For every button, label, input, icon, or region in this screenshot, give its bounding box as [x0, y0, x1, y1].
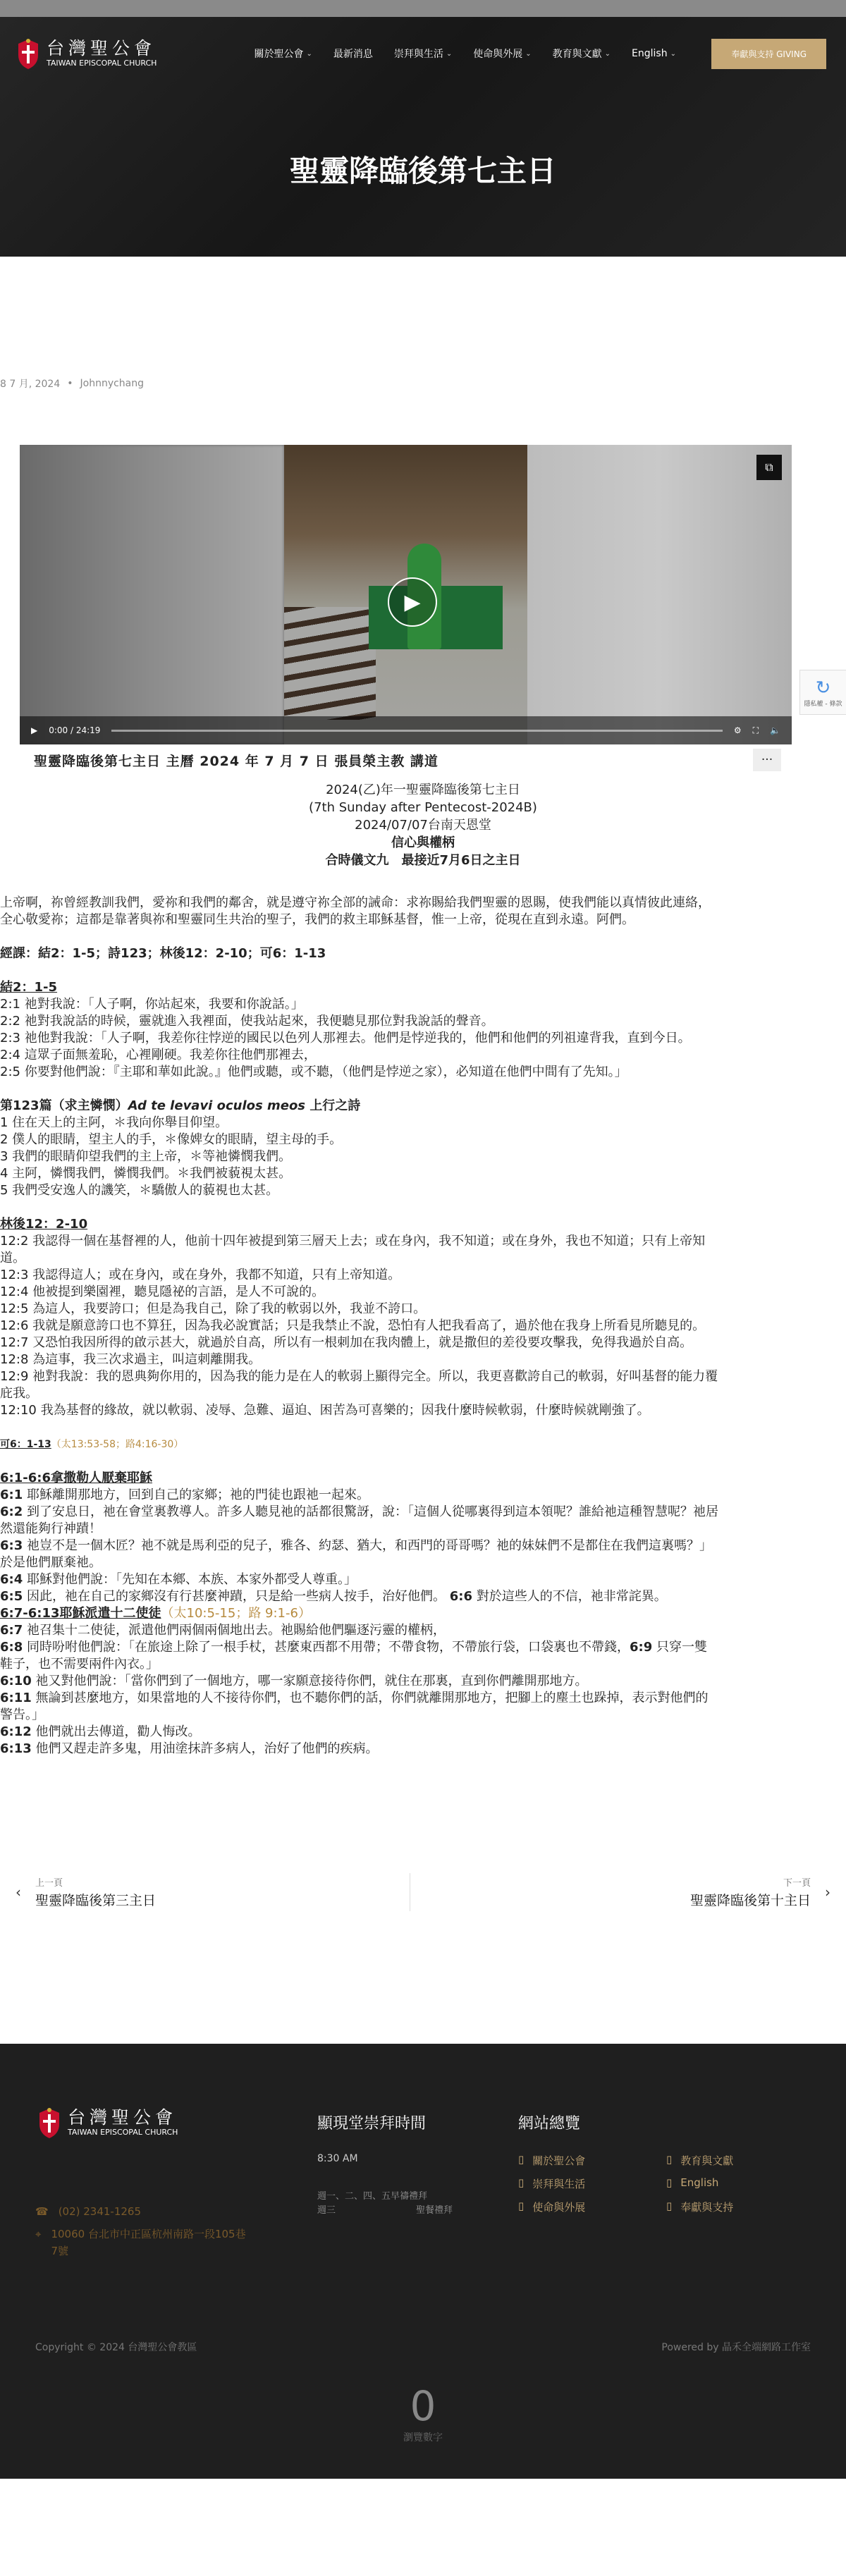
- psalm-heading: 第123篇（求主憐憫）Ad te levavi oculos meos 上行之詩: [0, 1098, 361, 1113]
- post-author[interactable]: Johnnychang: [80, 378, 145, 389]
- nav-item-education[interactable]: 教育與文獻 ⌄: [552, 49, 611, 60]
- chevron-down-icon: ⌄: [525, 49, 532, 58]
- corinthians-heading: 林後12：2-10: [0, 1217, 88, 1232]
- chevron-down-icon: ⌄: [446, 49, 453, 58]
- play-small-icon[interactable]: ▶: [31, 725, 38, 735]
- chevron-left-icon: ‹: [16, 1884, 21, 1901]
- footer-contact: ☎ (02) 2341-1265 ⌖ 10060 台北市中正區杭州南路一段105巷7號: [35, 2203, 317, 2259]
- powered-by[interactable]: Powered by 晶禾全端網路工作室: [661, 2342, 811, 2353]
- chevron-right-icon: ›: [825, 1884, 830, 1901]
- video-controls: [20, 716, 792, 744]
- ezekiel-heading: 結2：1-5: [0, 980, 58, 995]
- footer-logo[interactable]: 台灣聖公會 TAIWAN EPISCOPAL CHURCH: [35, 2106, 317, 2140]
- church-emblem-icon: [14, 37, 42, 70]
- settings-gear-icon[interactable]: ⚙: [733, 725, 742, 735]
- more-options-icon[interactable]: ···: [753, 749, 781, 771]
- page-title: 聖靈降臨後第七主日: [289, 154, 556, 188]
- logo-name: 台灣聖公會: [47, 38, 157, 59]
- nav-item-news[interactable]: 最新消息: [333, 49, 373, 60]
- church-emblem-icon: [35, 2106, 63, 2140]
- sitemap-link[interactable]: ▯ 崇拜與生活: [518, 2176, 586, 2190]
- video-progress[interactable]: [111, 730, 722, 732]
- post-date: 8 7 月, 2024: [0, 379, 61, 390]
- main-nav: [0, 17, 846, 90]
- list-marker-icon: ▯: [518, 2200, 525, 2212]
- recaptcha-badge[interactable]: ↻ 隱私權 - 條款: [799, 670, 846, 715]
- schedule-table: 週一、二、四、五早禱禮拜 週三 聖餐禮拜: [317, 2191, 453, 2216]
- nav-item-mission[interactable]: 使命與外展 ⌄: [473, 49, 532, 60]
- sitemap-link[interactable]: ▯ 教育與文獻: [666, 2153, 734, 2167]
- sitemap-link[interactable]: ▯ 奉獻與支持: [666, 2200, 734, 2214]
- external-link-icon[interactable]: ⧉: [756, 455, 782, 480]
- logo-subtitle: TAIWAN EPISCOPAL CHURCH: [47, 59, 157, 68]
- list-marker-icon: ▯: [666, 2200, 673, 2212]
- nav-item-about[interactable]: 關於聖公會 ⌄: [254, 49, 312, 60]
- list-marker-icon: ▯: [518, 2153, 525, 2166]
- meta-separator: •: [67, 378, 73, 389]
- copyright: Copyright © 2024 台灣聖公會教區: [35, 2342, 197, 2353]
- play-icon[interactable]: ▶: [388, 577, 437, 627]
- sitemap-link[interactable]: ▯ 使命與外展: [518, 2200, 586, 2214]
- site-footer: 台灣聖公會 TAIWAN EPISCOPAL CHURCH ☎ (02) 2341-1265 ⌖ 10060 台北市中正區杭州南路一段105巷7號 顯現堂崇拜時間 8:30 AM 週一、二、四、五早禱禮拜 週三 聖餐禮拜 網站總覽 ▯ 關於聖公會 ▯ 教育與文獻 ▯ 崇拜與生活 ▯ English ▯ 使命與外展 ▯ 奉獻與支持 Copyright © 2024 台灣聖公會教區 Powered by 晶禾全端網路工作室 0 瀏覽數字: [0, 2044, 846, 2479]
- collect: 上帝啊，祢曾經教訓我們，愛祢和我們的鄰舍，就是遵守祢全部的誡命：求祢賜給我們聖靈的恩賜，使我們能以真情彼此連絡，全心敬愛祢；這都是靠著與祢和聖靈同生共治的聖子，我們的救主耶穌基督，惟一上帝，從現在直到永遠。阿們。: [0, 895, 711, 927]
- fullscreen-icon[interactable]: ⛶: [752, 725, 759, 735]
- list-marker-icon: ▯: [518, 2176, 525, 2189]
- nav-item-worship[interactable]: 崇拜與生活 ⌄: [393, 49, 453, 60]
- schedule-title: 顯現堂崇拜時間: [317, 2115, 427, 2133]
- mark-section-2: 6:7-6:13耶穌派遣十二使徒（太10:5-15；路 9:1-6）: [0, 1606, 311, 1621]
- recaptcha-icon: ↻: [815, 677, 831, 699]
- nav-menu: [254, 47, 676, 61]
- readings: 經課：結2：1-5；詩123；林後12：2-10；可6：1-13: [0, 946, 326, 961]
- hero-header: [0, 17, 846, 257]
- sitemap-link[interactable]: ▯ English: [666, 2176, 814, 2191]
- next-post-link[interactable]: 下一頁 聖靈降臨後第十主日 ›: [689, 1878, 830, 1908]
- post-navigation: [0, 1873, 846, 1911]
- video-title: 聖靈降臨後第七主日 主曆 2024 年 7 月 7 日 張員榮主教 講道: [34, 753, 439, 769]
- admin-bar: [0, 0, 846, 17]
- mark-section-1: 6:1-6:6拿撒勒人厭棄耶穌: [0, 1471, 152, 1485]
- service-heading: 2024(乙)年一聖靈降臨後第七主日 (7th Sunday after Pentecost-2024B) 2024/07/07台南天恩堂 信心與權柄 合時儀文九 最接近7月6日之主日: [309, 783, 537, 868]
- sitemap-title: 網站總覽: [518, 2115, 581, 2133]
- site-logo[interactable]: [14, 37, 157, 70]
- chevron-down-icon: ⌄: [306, 49, 312, 58]
- nav-item-english[interactable]: English ⌄: [632, 48, 676, 59]
- article-body: 上帝啊，祢曾經教訓我們，愛祢和我們的鄰舍，就是遵守祢全部的誡命：求祢賜給我們聖靈的恩賜，使我們能以真情彼此連絡，全心敬愛祢；這都是靠著與祢和聖靈同生共治的聖子，我們的救主耶穌基督，惟一上帝，從現在直到永遠。阿們。 經課：結2：1-5；詩123；林後12：2-10；可6：1-13 結2：1-5 2:1 祂對我說：「人子啊，你站起來，我要和你說話。」 2:2 祂對我說話的時候，靈就進入我裡面，使我站起來，我便聽見那位對我說話的聲音。 2:3 祂他對我說：「人子啊，我差你往悖逆的國民以色列人那裡去。他們是悖逆我的，他們和他們的列祖違背我，直到今日。 2:4 這眾子面無羞恥，心裡剛硬。我差你往他們那裡去， 2:5 你要對他們說：『主耶和華如此說。』他們或聽，或不聽，（他們是悖逆之家），必知道在他們中間有了先知。」 第123篇（求主憐憫）Ad te levavi oculos meos 上行之詩 1 住在天上的主阿，＊我向你舉目仰望。 2 僕人的眼睛，望主人的手，＊像婢女的眼睛，望主母的手。 3 我們的眼睛仰望我們的主上帝，＊等祂憐憫我們。 4 主阿，憐憫我們，憐憫我們。＊我們被藐視太甚。 5 我們受安逸人的譏笑，＊驕傲人的藐視也太甚。 林後12：2-10 12:2 我認得一個在基督裡的人，他前十四年被提到第三層天上去；或在身內，我不知道；或在身外，我也不知道；只有上帝知道。 12:3 我認得這人；或在身內，或在身外，我都不知道，只有上帝知道。 12:4 他被提到樂園裡，聽見隱祕的言語，是人不可說的。 12:5 為這人，我要誇口；但是為我自己，除了我的軟弱以外，我並不誇口。 12:6 我就是願意誇口也不算狂，因為我必說實話；只是我禁止不說，恐怕有人把我看高了，過於他在我身上所看見所聽見的。 12:7 又恐怕我因所得的啟示甚大，就過於自高，所以有一根刺加在我肉體上，就是撒但的差役要攻擊我，免得我過於自高。 12:8 為這事，我三次求過主，叫這刺離開我。 12:9 祂對我說：我的恩典夠你用的，因為我的能力是在人的軟弱上顯得完全。所以，我更喜歡誇自己的軟弱，好叫基督的能力覆庇我。 12:10 我為基督的緣故，就以軟弱、凌辱、急難、逼迫、困苦為可喜樂的；因我什麼時候軟弱，什麼時候就剛強了。 可6：1-13（太13:53-58；路4:16-30） 6:1-6:6拿撒勒人厭棄耶穌 6:1 耶穌離開那地方，回到自己的家鄉；祂的門徒也跟祂一起來。 6:2 到了安息日，祂在會堂裏教導人。許多人聽見祂的話都很驚訝，說：「這個人從哪裏得到這本領呢？誰給祂這種智慧呢？祂居然還能夠行神蹟！ 6:3 祂豈不是一個木匠？祂不就是馬利亞的兒子，雅各、約瑟、猶大，和西門的哥哥嗎？祂的妹妹們不是都住在我們這裏嗎？」於是他們厭棄祂。 6:4 耶穌對他們說：「先知在本鄉、本族、本家外都受人尊重。」 6:5 因此，祂在自己的家鄉沒有行甚麼神蹟，只是給一些病人按手，治好他們。 6:6 對於這些人的不信，祂非常詫異。 6:7-6:13耶穌派遣十二使徒（太10:5-15；路 9:1-6） 6:7 祂召集十二使徒，派遣他們兩個兩個地出去。祂賜給他們驅逐污靈的權柄， 6:8 同時吩咐他們說：「在旅途上除了一根手杖，甚麼東西都不用帶；不帶食物，不帶旅行袋，口袋裏也不帶錢，6:9 只穿一雙鞋子，也不需要兩件內衣。」 6:10 祂又對他們說：「當你們到了一個地方，哪一家願意接待你們，就住在那裏，直到你們離開那地方。 6:11 無論到甚麼地方，如果當地的人不接待你們，也不聽你們的話，你們就離開那地方，把腳上的塵土也跺掉，表示對他們的警告。」 6:12 他們就出去傳道，勸人悔改。 6:13 他們又趕走許多鬼，用油塗抹許多病人，治好了他們的疾病。: [0, 895, 718, 1756]
- volume-icon[interactable]: 🔈: [770, 725, 780, 735]
- phone-icon: ☎: [35, 2205, 49, 2218]
- sitemap-links: [518, 2153, 846, 2223]
- footer-bottom: [35, 2340, 811, 2354]
- post-meta: [0, 257, 846, 391]
- video-player[interactable]: [20, 445, 792, 744]
- list-marker-icon: ▯: [666, 2176, 673, 2189]
- prev-post-link[interactable]: ‹ 上一頁 聖靈降臨後第三主日: [16, 1878, 157, 1908]
- video-time: 0:00 / 24:19: [49, 725, 101, 735]
- sitemap-link[interactable]: ▯ 關於聖公會: [518, 2153, 586, 2167]
- giving-button[interactable]: 奉獻與支持 GIVING: [711, 39, 826, 69]
- visit-counter: 0 瀏覽數字: [403, 2382, 443, 2443]
- chevron-down-icon: ⌄: [670, 49, 676, 58]
- mark-heading: 可6：1-13（太13:53-58；路4:16-30）: [0, 1439, 184, 1450]
- location-pin-icon: ⌖: [35, 2228, 42, 2240]
- chevron-down-icon: ⌄: [604, 49, 611, 58]
- list-marker-icon: ▯: [666, 2153, 673, 2166]
